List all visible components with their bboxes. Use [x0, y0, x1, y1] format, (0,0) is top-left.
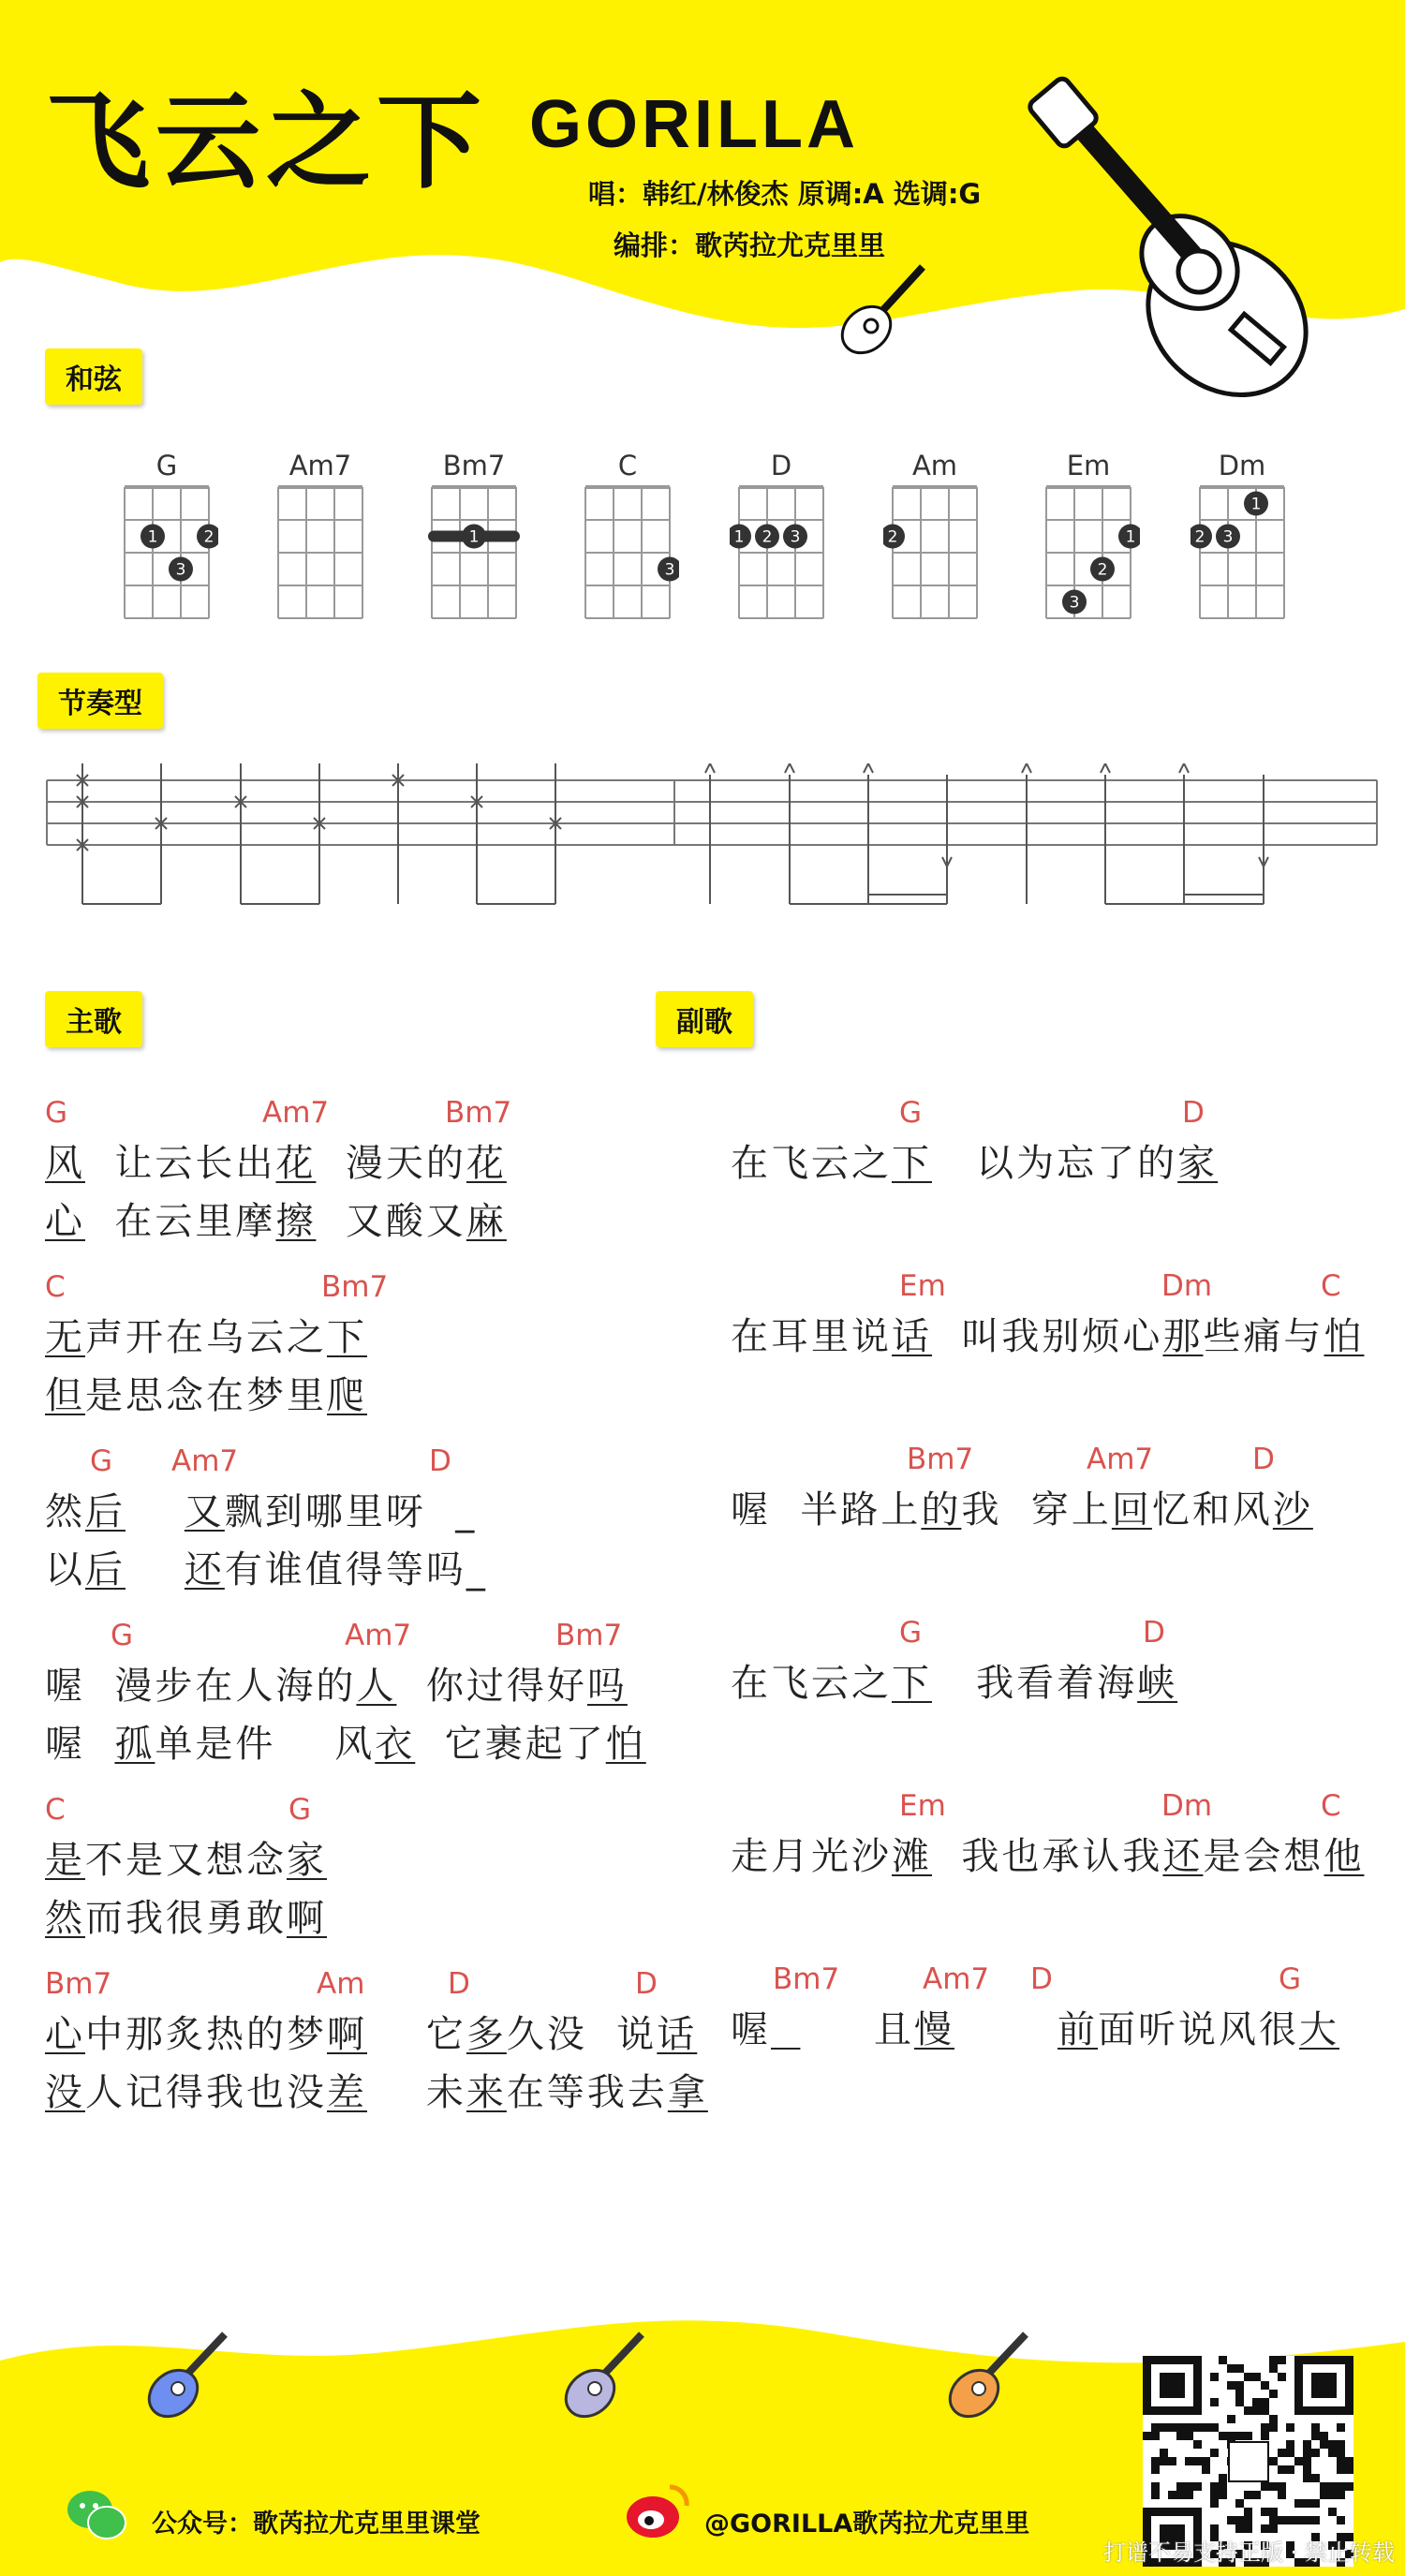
svg-text:2: 2 [203, 527, 214, 547]
lyric-line: 风 让云长出花 漫天的花 [45, 1142, 507, 1185]
chord-label: Em [899, 1789, 946, 1823]
lyric-line: 是不是又想念家 [45, 1839, 327, 1882]
chord-label: D [635, 1967, 658, 2001]
chord-label: G [899, 1616, 923, 1650]
lyric-line: 但是思念在梦里爬 [45, 1374, 367, 1417]
rhythm-pattern [42, 763, 1382, 937]
chorus-tag: 副歌 [656, 991, 753, 1047]
verse-tag: 主歌 [45, 991, 142, 1047]
svg-text:3: 3 [1069, 593, 1080, 613]
chord-label: Bm7 [45, 1967, 112, 2001]
chord-label: Bm7 [773, 1962, 840, 1996]
chord-label: D [1143, 1616, 1165, 1650]
lyric-line: 喔 且慢 前面听说风很大 [731, 2008, 1340, 2051]
chord-diagram-Dm [1191, 482, 1294, 623]
svg-text:1: 1 [147, 527, 158, 547]
chord-name-Em: Em [1066, 450, 1111, 481]
chorus-section [731, 1096, 1386, 2154]
chord-diagram-Em [1037, 482, 1140, 623]
chord-diagram-C [576, 482, 679, 623]
chord-name-G: G [155, 450, 178, 481]
lyric-line: 然而我很勇敢啊 [45, 1897, 327, 1940]
verse-section [45, 1096, 708, 2154]
chord-label: G [288, 1793, 312, 1827]
lyric-line: 心 在云里摩擦 又酸又麻 [45, 1200, 507, 1243]
chord-label: Dm [1161, 1789, 1213, 1823]
chord-label: G [111, 1619, 134, 1652]
chord-diagram-G [115, 482, 218, 623]
chord-name-Dm: Dm [1218, 450, 1266, 481]
song-title: 飞云之下 [45, 81, 487, 203]
svg-text:3: 3 [1222, 527, 1234, 547]
lyric-line: 喔 孤单是件 风衣 它裹起了怕 [45, 1723, 646, 1766]
chord-name-Am7: Am7 [288, 450, 352, 481]
download-hint: 打谱不易支持正版 · 禁止转载 [1103, 2539, 1395, 2566]
svg-text:2: 2 [1097, 560, 1108, 580]
chord-label: G [1279, 1962, 1302, 1996]
credits: 唱：韩红/林俊杰 原调:A 选调:G [588, 178, 982, 210]
chord-label: C [45, 1270, 66, 1304]
chords-tag: 和弦 [45, 348, 142, 405]
chord-diagram-Bm7 [422, 482, 525, 623]
weibo-icon [623, 2478, 693, 2543]
lyric-line: 在耳里说话 叫我别烦心那些痛与怕 [731, 1315, 1365, 1358]
wechat-icon [66, 2487, 129, 2543]
svg-text:2: 2 [887, 527, 898, 547]
chord-label: Em [899, 1269, 946, 1303]
chord-label: D [1182, 1096, 1205, 1130]
chord-diagram-D [730, 482, 833, 623]
chord-label: G [90, 1444, 113, 1478]
chord-name-Bm7: Bm7 [442, 450, 506, 481]
chord-diagram-Am [883, 482, 986, 623]
chord-label: Am7 [1087, 1443, 1154, 1476]
svg-text:2: 2 [762, 527, 773, 547]
chord-label: D [448, 1967, 470, 2001]
chord-name-D: D [770, 450, 792, 481]
svg-text:1: 1 [1250, 495, 1262, 514]
chord-label: D [1030, 1962, 1053, 1996]
chord-label: C [1321, 1269, 1341, 1303]
svg-text:3: 3 [175, 560, 186, 580]
lyric-line: 喔 漫步在人海的人 你过得好吗 [45, 1665, 628, 1708]
chord-label: Am7 [345, 1619, 412, 1652]
lyric-line: 以后 还有谁值得等吗_ [45, 1548, 488, 1591]
purple-guitar-icon [557, 2323, 660, 2426]
chord-label: Bm7 [445, 1096, 512, 1130]
chord-label: Bm7 [907, 1443, 974, 1476]
small-guitar-icon [834, 253, 946, 365]
lyric-line: 在飞云之下 我看着海峡 [731, 1662, 1178, 1705]
arranger: 编排：歌芮拉尤克里里 [614, 229, 886, 261]
chord-label: Bm7 [321, 1270, 389, 1304]
svg-text:2: 2 [1194, 527, 1205, 547]
chord-name-C: C [617, 450, 638, 481]
lyric-line: 无声开在乌云之下 [45, 1316, 367, 1359]
chord-label: C [1321, 1789, 1341, 1823]
guitar-icon [1012, 75, 1349, 412]
chord-label: G [45, 1096, 68, 1130]
chord-label: Dm [1161, 1269, 1213, 1303]
lyric-line: 然后 又飘到哪里呀 _ [45, 1490, 478, 1533]
blue-guitar-icon [140, 2323, 244, 2426]
lyric-line: 走月光沙滩 我也承认我还是会想他 [731, 1835, 1365, 1878]
chord-diagrams [0, 440, 1405, 628]
chord-diagram-Am7 [269, 482, 372, 623]
chord-label: Am [317, 1967, 365, 2001]
chord-label: C [45, 1793, 66, 1827]
lyric-line: 心中那炙热的梦啊 它多久没 说话 [45, 2013, 698, 2056]
svg-text:1: 1 [1125, 527, 1136, 547]
chord-name-Am: Am [911, 450, 958, 481]
chord-label: G [899, 1096, 923, 1130]
lyric-line: 喔 半路上的我 穿上回忆和风沙 [731, 1488, 1313, 1532]
lyric-line: 没人记得我也没差 未来在等我去拿 [45, 2071, 708, 2114]
chord-label: Bm7 [555, 1619, 623, 1652]
chord-label: Am7 [171, 1444, 239, 1478]
wechat-account: 公众号：歌芮拉尤克里里课堂 [152, 2509, 481, 2539]
svg-text:3: 3 [664, 560, 675, 580]
rhythm-tag: 节奏型 [37, 673, 163, 729]
weibo-account: @GORILLA歌芮拉尤克里里 [704, 2509, 1030, 2539]
brand-logo: GORILLA [529, 87, 859, 162]
svg-text:1: 1 [733, 527, 745, 547]
chord-label: D [1252, 1443, 1275, 1476]
chord-label: Am7 [262, 1096, 330, 1130]
chord-label: D [429, 1444, 451, 1478]
svg-text:3: 3 [790, 527, 801, 547]
svg-text:1: 1 [468, 527, 480, 547]
orange-guitar-icon [941, 2323, 1044, 2426]
lyric-line: 在飞云之下 以为忘了的家 [731, 1142, 1219, 1185]
chord-label: Am7 [923, 1962, 990, 1996]
